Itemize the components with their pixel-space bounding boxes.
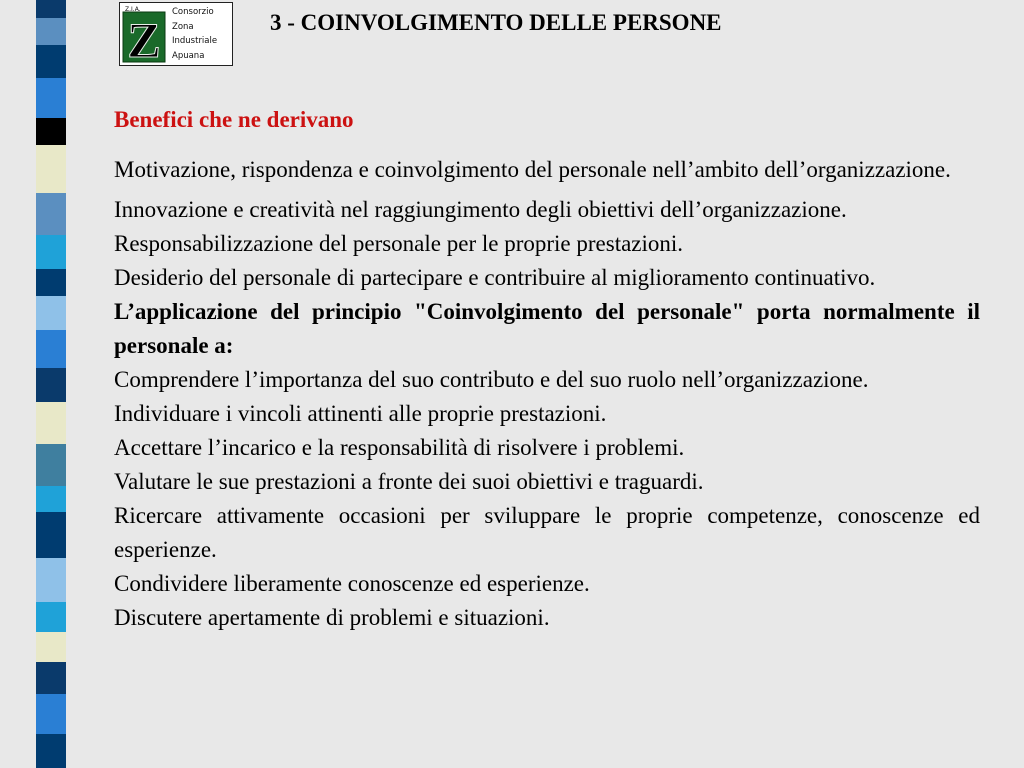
stripe	[36, 558, 66, 602]
stripe	[36, 602, 66, 632]
paragraph-bold: L’applicazione del principio "Coinvolgimento del personale" porta normalmente il personale a:	[114, 299, 980, 358]
logo-consorzio	[119, 2, 233, 66]
logo-text-line: Industriale	[172, 36, 218, 46]
paragraph: Desiderio del personale di partecipare e contribuire al miglioramento continuativo.	[114, 265, 876, 290]
paragraph: Condividere liberamente conoscenze ed esperienze.	[114, 571, 590, 596]
stripe	[36, 694, 66, 734]
body-text	[114, 153, 980, 635]
stripe	[36, 662, 66, 694]
logo-mark-caption: Z.I.A.	[125, 6, 141, 13]
decorative-stripe-bar	[36, 0, 66, 768]
stripe	[36, 0, 66, 18]
stripe	[36, 734, 66, 768]
logo-mark-letter: Z	[127, 12, 161, 63]
stripe	[36, 368, 66, 402]
paragraph: Motivazione, rispondenza e coinvolgimento del personale nell’ambito dell’organizzazione.	[114, 157, 951, 182]
slide-title: 3 - COINVOLGIMENTO DELLE PERSONE	[270, 10, 722, 35]
paragraph: Valutare le sue prestazioni a fronte dei suoi obiettivi e traguardi.	[114, 469, 704, 494]
stripe	[36, 145, 66, 193]
stripe	[36, 486, 66, 512]
z-logo-icon	[122, 5, 166, 63]
stripe	[36, 296, 66, 330]
logo-text-line: Consorzio	[172, 7, 214, 17]
stripe	[36, 193, 66, 235]
stripe	[36, 402, 66, 444]
paragraph: Comprendere l’importanza del suo contributo e del suo ruolo nell’organizzazione.	[114, 367, 869, 392]
stripe	[36, 235, 66, 269]
stripe	[36, 444, 66, 486]
stripe	[36, 45, 66, 78]
paragraph: Discutere apertamente di problemi e situazioni.	[114, 605, 550, 630]
paragraph: Responsabilizzazione del personale per le proprie prestazioni.	[114, 231, 684, 256]
paragraph: Individuare i vincoli attinenti alle proprie prestazioni.	[114, 401, 607, 426]
paragraph: Innovazione e creatività nel raggiungimento degli obiettivi dell’organizzazione.	[114, 197, 847, 222]
stripe	[36, 512, 66, 558]
stripe	[36, 78, 66, 118]
logo-text	[172, 5, 217, 63]
logo-text-line: Zona	[172, 21, 194, 32]
logo-text-line: Apuana	[172, 50, 205, 61]
stripe	[36, 269, 66, 296]
paragraph: Accettare l’incarico e la responsabilità di risolvere i problemi.	[114, 435, 685, 460]
section-subtitle: Benefici che ne derivano	[114, 107, 354, 132]
stripe	[36, 632, 66, 662]
stripe	[36, 330, 66, 368]
paragraph: Ricercare attivamente occasioni per sviluppare le proprie competenze, conoscenze ed esperienze.	[114, 503, 980, 562]
stripe	[36, 118, 66, 145]
stripe	[36, 18, 66, 45]
